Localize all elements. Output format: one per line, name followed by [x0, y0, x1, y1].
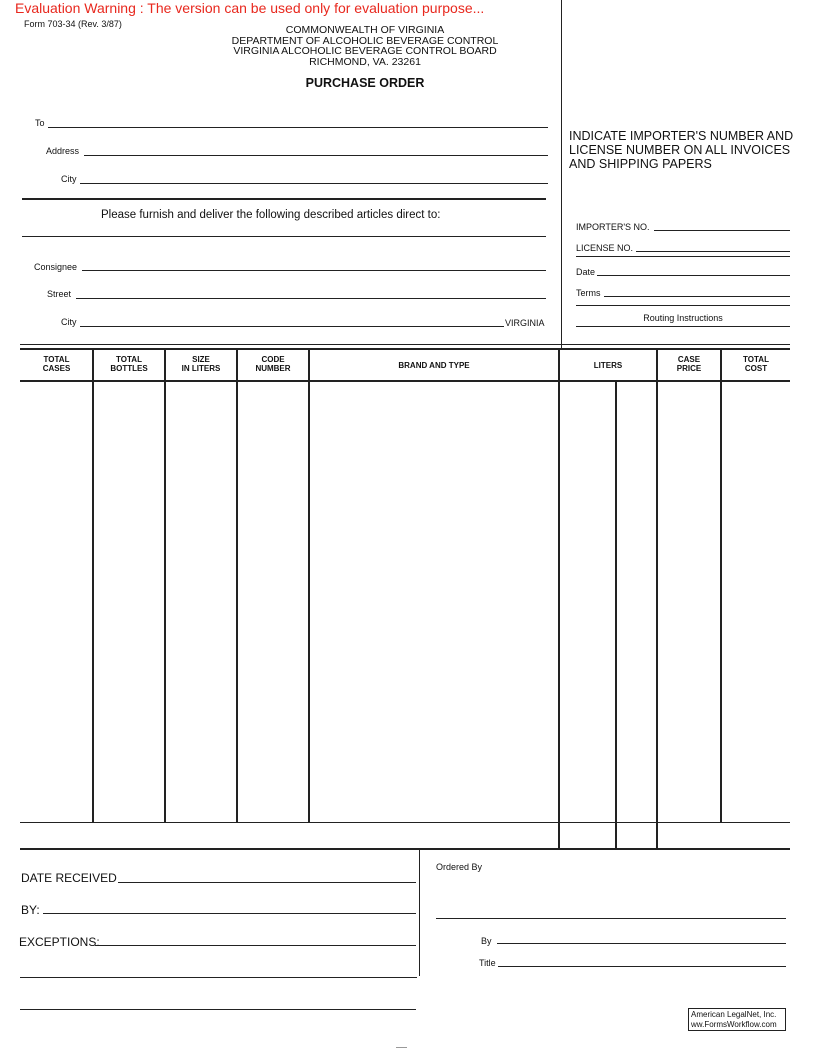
- exceptions-field-2[interactable]: [20, 961, 417, 977]
- address-label: Address: [46, 146, 80, 156]
- exceptions-label: EXCEPTIONS:: [19, 935, 100, 949]
- publisher-url[interactable]: ww.FormsWorkflow.com: [691, 1020, 777, 1029]
- agency-line-1: COMMONWEALTH OF VIRGINIA: [285, 24, 445, 36]
- state-label: VIRGINIA: [505, 318, 545, 328]
- vertical-divider: [561, 0, 562, 348]
- address-field[interactable]: [84, 139, 548, 155]
- ordered-by-name-field[interactable]: [497, 927, 786, 943]
- terms-label: Terms: [576, 288, 601, 298]
- date-received-field[interactable]: [118, 866, 416, 882]
- received-by-field[interactable]: [43, 897, 416, 913]
- license-number-label: LICENSE NO.: [576, 243, 634, 253]
- terms-underline: [576, 305, 790, 306]
- agency-line-2: DEPARTMENT OF ALCOHOLIC BEVERAGE CONTROL: [231, 34, 499, 47]
- col-code-number: CODE NUMBER: [255, 355, 291, 373]
- consignee-city-line: [80, 326, 504, 327]
- license-number-line: [636, 251, 790, 252]
- table-header-rule: [20, 380, 790, 382]
- col-size-in-liters: SIZE IN LITERS: [181, 355, 221, 373]
- agency-line-3: VIRGINIA ALCOHOLIC BEVERAGE CONTROL BOARD: [233, 45, 497, 57]
- col-total-cost: TOTAL COST: [743, 355, 769, 373]
- ordered-title-field[interactable]: [498, 950, 786, 966]
- to-line: [48, 127, 548, 128]
- section-divider: [22, 198, 546, 200]
- consignee-line: [82, 270, 546, 271]
- ordered-by-field[interactable]: [436, 876, 786, 916]
- routing-line: [576, 326, 790, 327]
- agency-header: [200, 25, 530, 67]
- terms-field[interactable]: [604, 280, 790, 296]
- ordered-by-line: [436, 918, 786, 919]
- publisher-box: [688, 1008, 786, 1031]
- to-field[interactable]: [48, 111, 548, 127]
- ordered-by-label: Ordered By: [436, 862, 483, 872]
- exceptions-line-3: [20, 1009, 416, 1010]
- terms-line: [604, 296, 790, 297]
- importer-number-line: [654, 230, 790, 231]
- delivery-instruction: Please furnish and deliver the following described articles direct to:: [101, 209, 441, 221]
- license-underline: [576, 256, 790, 257]
- exceptions-field-3[interactable]: [20, 993, 416, 1009]
- address-line: [84, 155, 548, 156]
- routing-field[interactable]: [576, 329, 790, 345]
- line-items-area[interactable]: [22, 384, 788, 820]
- exceptions-field[interactable]: [95, 929, 416, 945]
- footer-mark: [396, 1047, 407, 1048]
- evaluation-warning: Evaluation Warning : The version can be used only for evaluation purpose...: [15, 0, 485, 16]
- page-title: PURCHASE ORDER: [305, 76, 425, 90]
- consignee-field[interactable]: [82, 254, 546, 270]
- totals-rule: [20, 848, 790, 850]
- table-top-rule-2: [20, 348, 790, 350]
- col-total-cases: TOTAL CASES: [42, 355, 71, 373]
- importer-number-label: IMPORTER'S NO.: [576, 222, 650, 232]
- col-total-bottles: TOTAL BOTTLES: [110, 355, 148, 373]
- date-label: Date: [576, 267, 596, 277]
- street-line: [76, 298, 546, 299]
- importer-notice: INDICATE IMPORTER'S NUMBER AND LICENSE NUMBER ON ALL INVOICES AND SHIPPING PAPERS: [569, 129, 794, 171]
- col-case-price: CASE PRICE: [676, 355, 702, 373]
- bottom-divider: [419, 849, 420, 976]
- importer-number-field[interactable]: [654, 214, 790, 230]
- table-bottom-rule: [20, 822, 790, 823]
- date-line: [597, 275, 790, 276]
- vendor-city-line: [80, 183, 548, 184]
- form-number: Form 703-34 (Rev. 3/87): [24, 19, 122, 29]
- consignee-label: Consignee: [34, 262, 78, 272]
- table-top-rule-1: [20, 344, 790, 345]
- date-field[interactable]: [597, 259, 790, 275]
- col-brand-and-type: BRAND AND TYPE: [398, 361, 470, 370]
- street-label: Street: [47, 289, 72, 299]
- vendor-city-label: City: [61, 174, 77, 184]
- date-received-line: [118, 882, 416, 883]
- to-label: To: [35, 118, 45, 128]
- ordered-title-label: Title: [479, 958, 496, 968]
- col-liters: LITERS: [593, 361, 623, 370]
- ordered-by-name-line: [497, 943, 786, 944]
- ordered-by-name-label: By: [481, 936, 492, 946]
- publisher-name: American LegalNet, Inc.: [691, 1010, 777, 1019]
- license-number-field[interactable]: [636, 235, 790, 251]
- routing-instructions-label: Routing Instructions: [643, 313, 723, 323]
- instruction-line: [22, 236, 546, 237]
- street-field[interactable]: [76, 282, 546, 298]
- date-received-label: DATE RECEIVED: [21, 871, 117, 885]
- exceptions-line-2: [20, 977, 417, 978]
- received-by-line: [43, 913, 416, 914]
- received-by-label: BY:: [21, 903, 40, 917]
- vendor-city-field[interactable]: [80, 167, 548, 183]
- consignee-city-label: City: [61, 317, 77, 327]
- ordered-title-line: [498, 966, 786, 967]
- exceptions-line: [95, 945, 416, 946]
- consignee-city-field[interactable]: [80, 310, 504, 326]
- agency-line-4: RICHMOND, VA. 23261: [309, 55, 421, 68]
